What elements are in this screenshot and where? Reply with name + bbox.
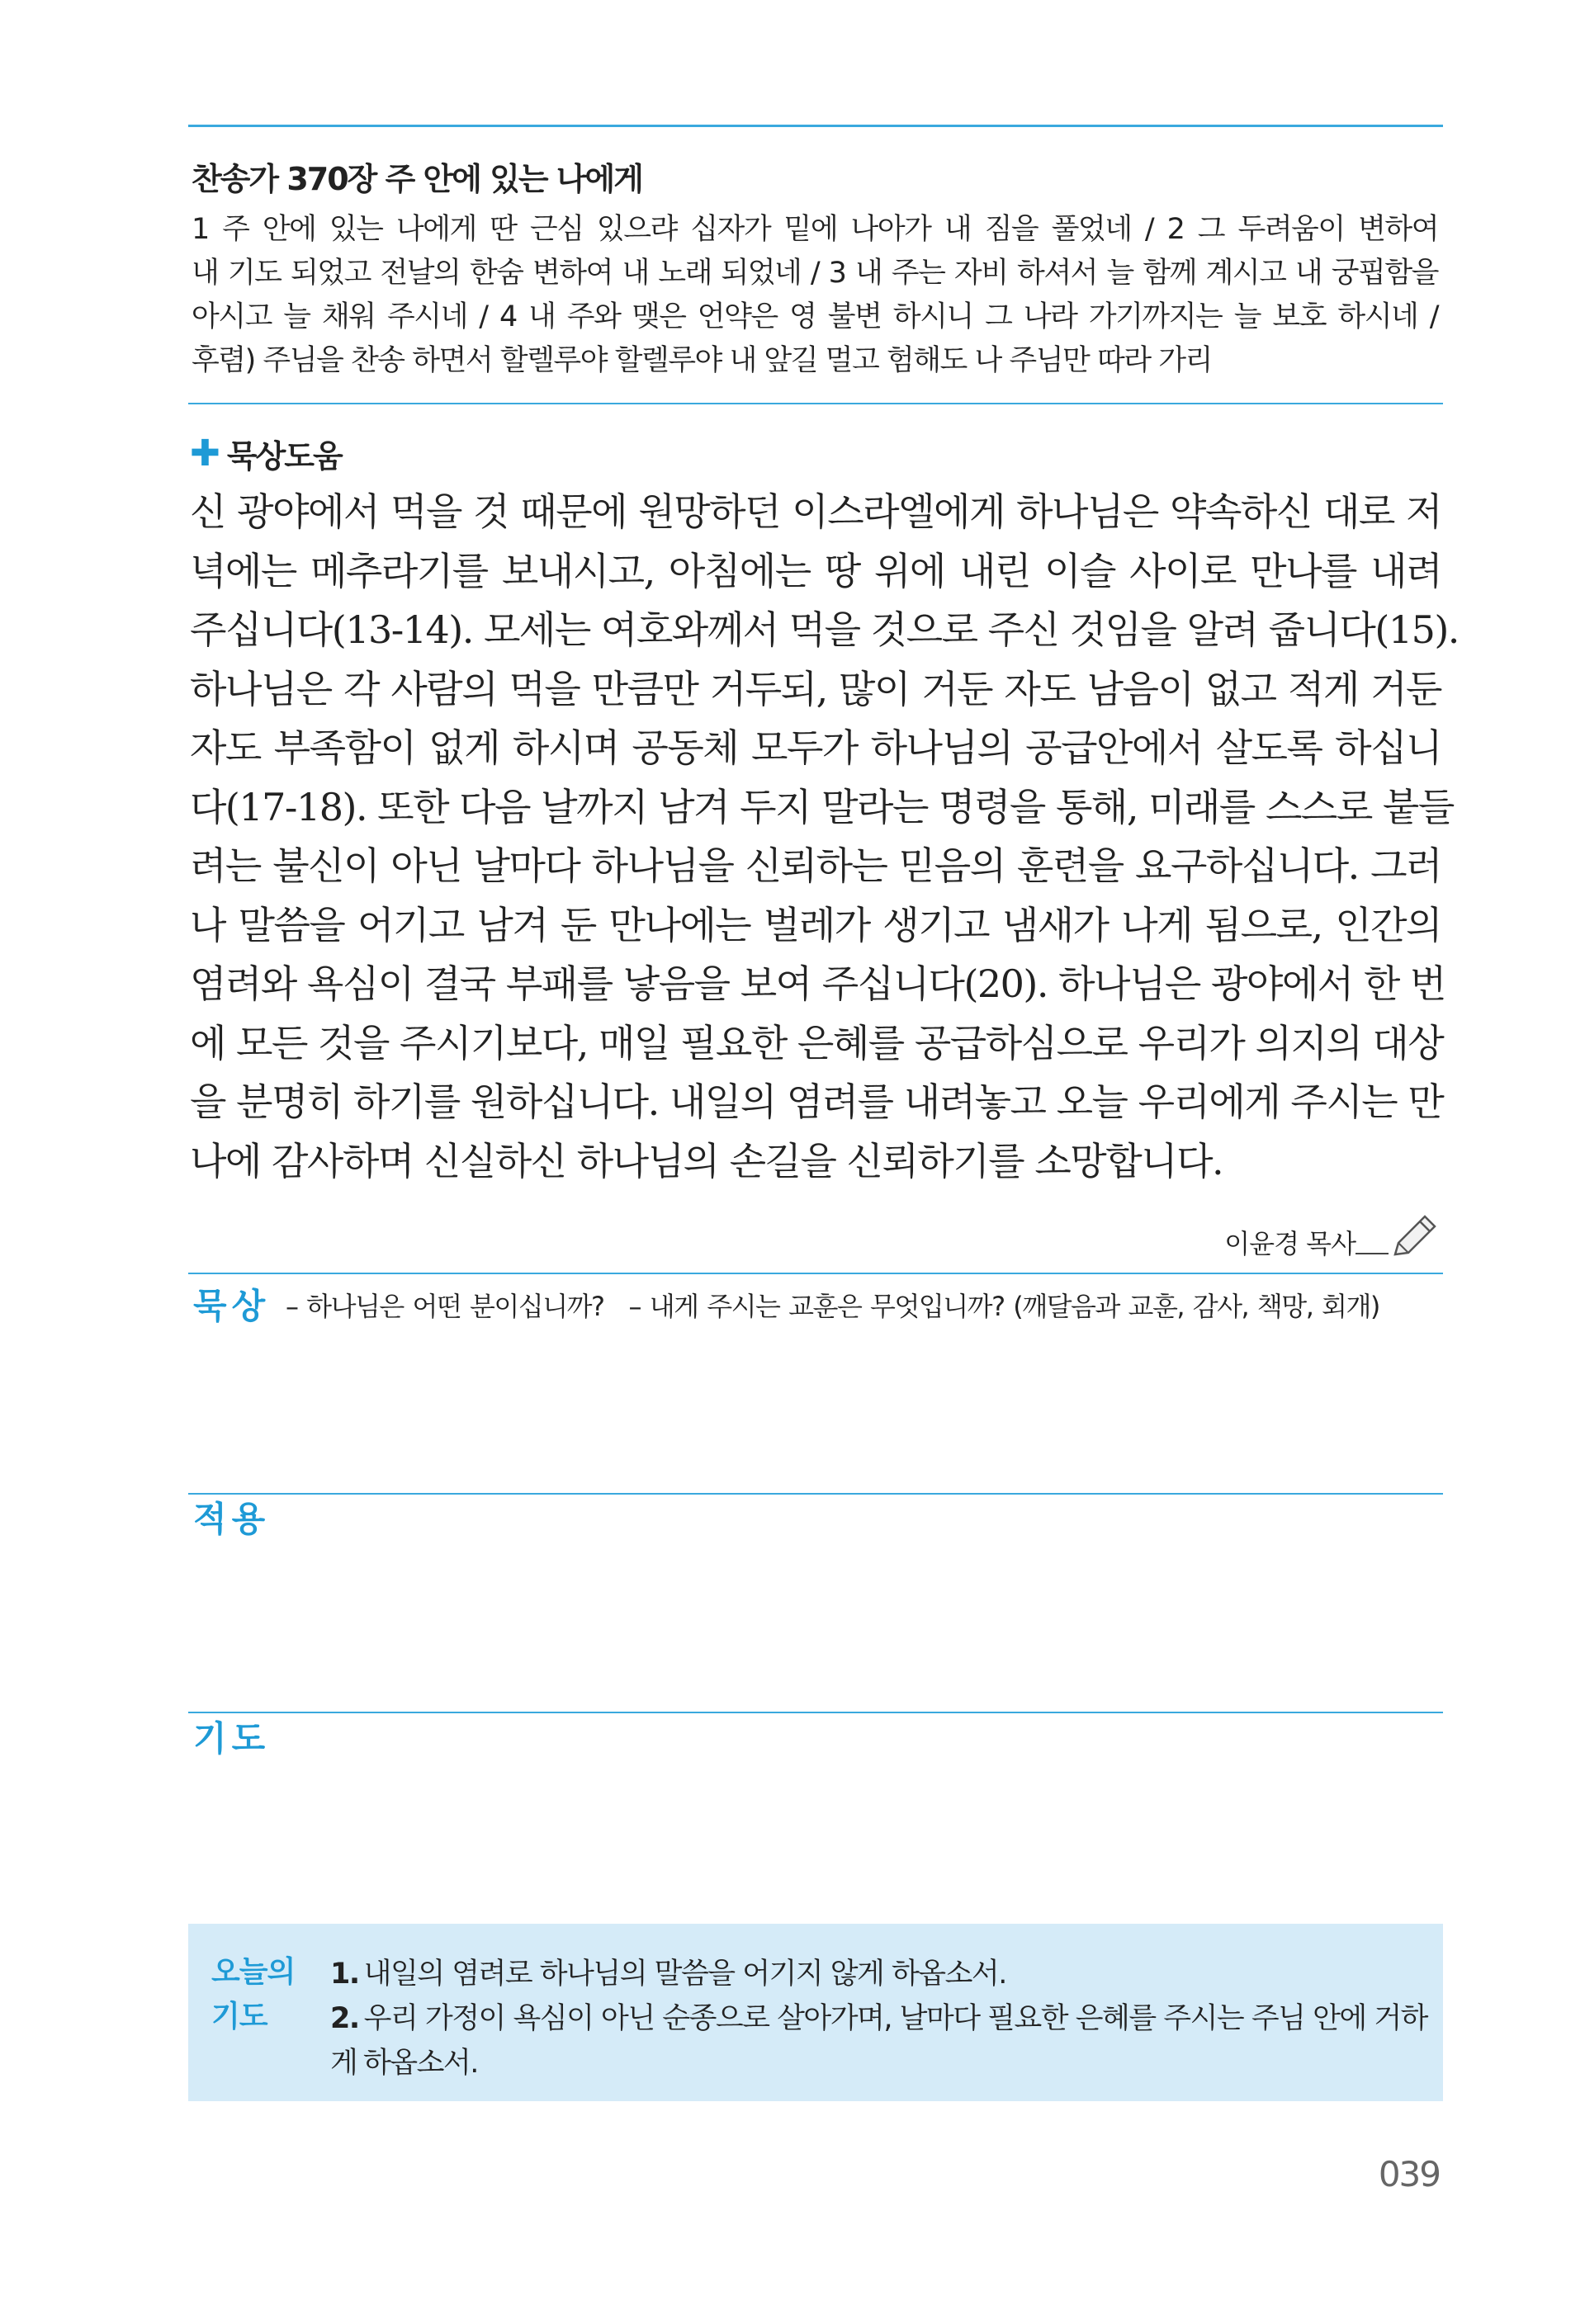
item-text: 우리 가정이 욕심이 아닌 순종으로 살아가며, 날마다 필요한 은혜를 주시는 주님 안에 거하게 [330,2002,1427,2080]
prayer-label: 기도 [193,1718,271,1759]
application-label: 적용 [193,1499,271,1539]
meditation-questions [286,1286,1404,1324]
label-line: 오늘의 [211,1955,296,1989]
body-text-line: 하나님은 각 사람의 먹을 만큼만 거두되, 많이 거둔 자도 남음이 없고 적게 거둔 [190,666,1441,711]
body-text-line: 신 광야에서 먹을 것 때문에 원망하던 이스라엘에게 하나님은 약속하신 대로 저 [190,489,1441,534]
divider [188,1493,1443,1495]
hymn-lyric-line: 1 주 안에 있는 나에게 딴 근심 있으랴 십자가 밑에 나아가 내 짐을 풀었네 / 2 그 두려움이 변하여 [192,213,1439,246]
pencil-icon [1389,1212,1438,1261]
body-text-line: 나에 감사하며 신실하신 하나님의 손길을 신뢰하기를 소망합니다. [190,1138,1223,1183]
todays-prayer-box [188,1924,1443,2101]
prayer-item-continuation: 하옵소서. [363,2047,478,2080]
hymn-lyric-line: 후렴) 주님을 찬송 하면서 할렐루야 할렐루야 내 앞길 멀고 험해도 나 주님만 따라 가리 [192,344,1212,377]
page-number: 039 [1378,2154,1440,2194]
body-text-line: 려는 불신이 아닌 날마다 하나님을 신뢰하는 믿음의 훈련을 요구하십니다. 그러 [190,843,1441,888]
item-number: 1. [330,1958,359,1991]
hymn-lyric-line: 아시고 늘 채워 주시네 / 4 내 주와 맺은 언약은 영 불변 하시니 그 나라 가기까지는 늘 보호 하시네 / [192,300,1438,333]
prayer-item [330,1952,1006,1996]
item-text: 내일의 염려로 하나님의 말씀을 어기지 않게 하옵소서. [363,1958,1006,1991]
author [1224,1212,1438,1261]
hymn-title: 찬송가 370장 주 안에 있는 나에게 [192,161,642,197]
body-text-line: 을 분명히 하기를 원하십니다. 내일의 염려를 내려놓고 오늘 우리에게 주시는 만 [190,1079,1444,1124]
body-text-line: 에 모든 것을 주시기보다, 매일 필요한 은혜를 공급하심으로 우리가 의지의 대상 [190,1020,1444,1065]
prayer-item [330,1996,1443,2085]
meditation-label: 묵상 [193,1286,271,1326]
body-text-line: 자도 부족함이 없게 하시며 공동체 모두가 하나님의 공급안에서 살도록 하십니 [190,725,1441,770]
divider [188,1712,1443,1713]
meditation-help-heading [190,431,342,476]
question-2: – 내게 주시는 교훈은 무엇입니까? (깨달음과 교훈, 감사, 책망, 회개) [628,1291,1379,1322]
body-text-line: 녁에는 메추라기를 보내시고, 아침에는 땅 위에 내린 이슬 사이로 만나를 내려 [190,548,1441,593]
question-1: – 하나님은 어떤 분이십니까? [286,1291,604,1322]
author-name: 이윤경 목사 [1224,1228,1356,1259]
body-text-line: 염려와 욕심이 결국 부패를 낳음을 보여 주십니다(20). 하나님은 광야에서 한 번 [190,961,1445,1006]
divider [188,403,1443,404]
author-underline [1356,1253,1389,1254]
label-line: 기도 [211,2000,267,2034]
body-text-line: 다(17-18). 또한 다음 날까지 남겨 두지 말라는 명령을 통해, 미래를 스스로 붙들 [190,784,1454,829]
body-text-line: 주십니다(13-14). 모세는 여호와께서 먹을 것으로 주신 것임을 알려 줍니다(15). [190,607,1459,652]
todays-prayer-label [211,1950,295,2039]
body-text-line: 나 말씀을 어기고 남겨 둔 만나에는 벌레가 생기고 냄새가 나게 됨으로, 인간의 [190,902,1441,947]
top-rule [188,125,1443,127]
divider [188,1273,1443,1274]
item-number: 2. [330,2002,359,2035]
plus-icon: ✚ [190,432,219,475]
meditation-help-title: 묵상도움 [226,438,342,475]
hymn-lyric-line: 내 기도 되었고 전날의 한숨 변하여 내 노래 되었네 / 3 내 주는 자비 하셔서 늘 함께 계시고 내 궁핍함을 [192,257,1438,290]
